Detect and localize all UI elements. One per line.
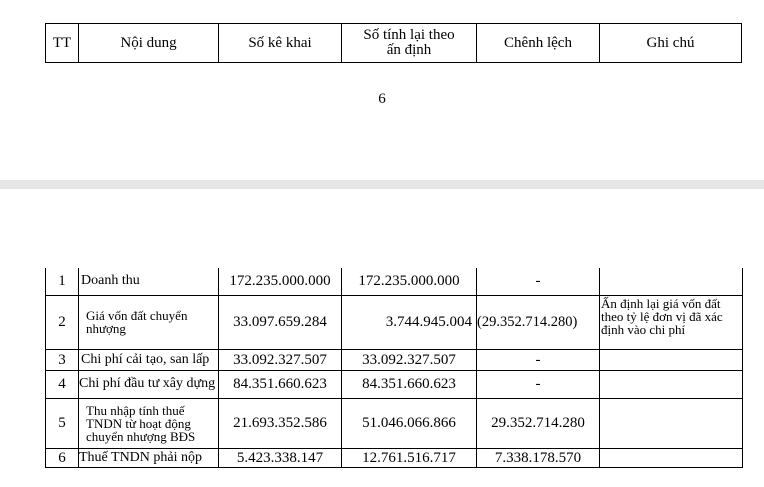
header-so-ke-khai: Số kê khai [219, 24, 342, 63]
cell-so-tinh-lai: 172.235.000.000 [342, 268, 477, 295]
cell-so-tinh-lai: 3.744.945.004 [342, 295, 477, 349]
table-row [46, 370, 743, 398]
cell-so-ke-khai: 33.097.659.284 [219, 295, 342, 349]
page-top [0, 0, 764, 180]
header-so-tinh-lai [342, 24, 477, 63]
cell-so-ke-khai: 21.693.352.586 [219, 398, 342, 448]
cell-noi-dung: Thu nhập tính thuế TNDN từ hoạt động chuyển nhượng BĐS [79, 398, 219, 448]
cell-chenh-lech: - [477, 370, 600, 398]
cell-tt: 6 [46, 448, 79, 467]
page-gap [0, 180, 764, 189]
cell-so-tinh-lai: 33.092.327.507 [342, 349, 477, 370]
cell-ghi-chu [600, 398, 743, 448]
table-row [46, 295, 743, 349]
cell-noi-dung: Thuế TNDN phải nộp [79, 448, 219, 467]
header-noi-dung: Nội dung [79, 24, 219, 63]
cell-noi-dung: Giá vốn đất chuyển nhượng [79, 295, 219, 349]
table-row [46, 448, 743, 467]
cell-so-tinh-lai: 51.046.066.866 [342, 398, 477, 448]
table-row [46, 349, 743, 370]
cell-so-tinh-lai: 12.761.516.717 [342, 448, 477, 467]
data-table [45, 268, 743, 468]
cell-so-tinh-lai: 84.351.660.623 [342, 370, 477, 398]
cell-ghi-chu [600, 370, 743, 398]
cell-tt: 3 [46, 349, 79, 370]
cell-so-ke-khai: 33.092.327.507 [219, 349, 342, 370]
cell-ghi-chu [600, 349, 743, 370]
cell-so-ke-khai: 5.423.338.147 [219, 448, 342, 467]
table-row [46, 398, 743, 448]
header-row [46, 24, 742, 63]
cell-noi-dung: Chi phí cải tạo, san lấp [79, 349, 219, 370]
cell-ghi-chu [600, 448, 743, 467]
header-chenh-lech: Chênh lệch [477, 24, 600, 63]
cell-chenh-lech: - [477, 349, 600, 370]
cell-ghi-chu: Ấn định lại giá vốn đất theo tỷ lệ đơn vị đã xác định vào chi phí [600, 295, 743, 349]
cell-so-ke-khai: 172.235.000.000 [219, 268, 342, 295]
cell-ghi-chu [600, 268, 743, 295]
header-tt: TT [46, 24, 79, 63]
cell-tt: 4 [46, 370, 79, 398]
page-number: 6 [378, 91, 386, 107]
cell-noi-dung: Doanh thu [79, 268, 219, 295]
header-so-tinh-lai-label: Số tính lại theo ấn định [363, 27, 455, 58]
cell-chenh-lech: (29.352.714.280) [477, 295, 600, 349]
cell-tt: 1 [46, 268, 79, 295]
cell-so-ke-khai: 84.351.660.623 [219, 370, 342, 398]
cell-noi-dung: Chi phí đầu tư xây dựng [79, 370, 219, 398]
cell-tt: 5 [46, 398, 79, 448]
header-ghi-chu: Ghi chú [600, 24, 742, 63]
cell-tt: 2 [46, 295, 79, 349]
table-header [45, 23, 742, 63]
cell-chenh-lech: 29.352.714.280 [477, 398, 600, 448]
cell-chenh-lech: 7.338.178.570 [477, 448, 600, 467]
cell-chenh-lech: - [477, 268, 600, 295]
table-row [46, 268, 743, 295]
